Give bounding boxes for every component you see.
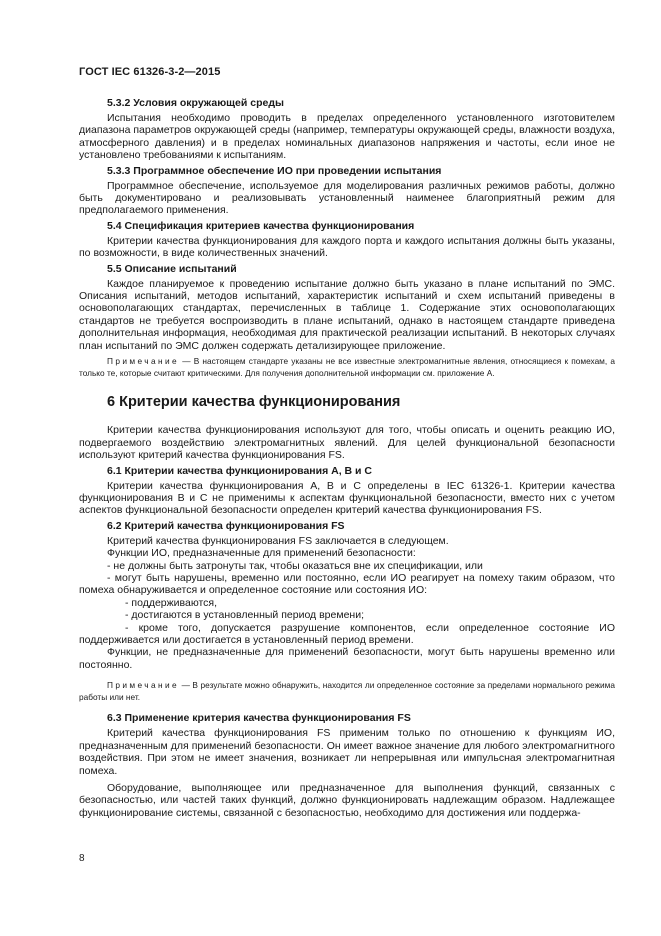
paragraph: Функции, не предназначенные для применений безопасности, могут быть нарушены временно или постоянно.: [79, 646, 615, 671]
paragraph: Критерий качества функционирования FS заключается в следующем.: [107, 534, 449, 547]
note-text: — В результате можно обнаружить, находится ли определенное состояние за пределами нормального режима работы или нет.: [79, 680, 615, 702]
paragraph: Критерий качества функционирования FS применим только по отношению к функциям ИО, предназначенным для применений безопасности. Он имеет важное значение для любого электромагнитного воздействия. При этом не имеет значения, возникает ли непрерывная или импульсная электромагнитная помеха.: [79, 727, 615, 777]
paragraph: Функции ИО, предназначенные для применений безопасности:: [107, 547, 416, 560]
heading-6: 6 Критерии качества функционирования: [107, 394, 401, 411]
sub-list-item: - достигаются в установленный период времени;: [125, 609, 364, 622]
paragraph: Программное обеспечение, используемое для моделирования различных режимов работы, должно быть документировано и реализовывать установленный наименее благоприятный режим для предполагаемого применения.: [79, 179, 615, 217]
note: [79, 356, 615, 379]
paragraph: Каждое планируемое к проведению испытание должно быть указано в плане испытаний по ЭМС. Описания испытаний, методов испытаний, характеристик испытаний и схем испытаний приведены в основополагающих стандартах, перечисленных в таблице 1. Содержание этих основополагающих стандартов не требуется воспроизводить в плане испытаний, однако в настоящем стандарте приведена дополнительная информация, необходимая для практической реализации испытаний. В некоторых случаях план испытаний по ЭМС должен содержать детализирующее приложение.: [79, 277, 615, 352]
note-label: Примечание: [107, 680, 180, 691]
paragraph: Критерии качества функционирования А, В и С определены в IEC 61326-1. Критерии качества функционирования В и С не применимы к аспектам функциональной безопасности, вместо них с учетом аспектов функциональной безопасности определен критерий качества функционирования FS.: [79, 479, 615, 517]
paragraph: Критерии качества функционирования используют для того, чтобы описать и оценить реакцию ИО, подвергаемого воздействию электромагнитных явлений. Для целей функциональной безопасности используют критерий качества функционирования FS.: [79, 424, 615, 462]
paragraph: Испытания необходимо проводить в пределах определенного установленного изготовителем диапазона параметров окружающей среды (например, температуры окружающей среды, влажности воздуха, атмосферного давления) и в пределах номинальных диапазонов напряжения и частоты, если иное не установлено требованиями к испытаниям.: [79, 112, 615, 162]
paragraph: Оборудование, выполняющее или предназначенное для выполнения функций, связанных с безопасностью, или частей таких функций, должно функционировать надлежащим образом. Надлежащее функционирование системы, связанной с безопасностью, необходимо для достижения или поддержа-: [79, 782, 615, 819]
heading-5-3-2: 5.3.2 Условия окружающей среды: [107, 97, 284, 109]
list-item: - могут быть нарушены, временно или постоянно, если ИО реагирует на помеху таким образом, что помеха обнаруживается и определенное состояние или состояния ИО:: [79, 571, 615, 597]
sub-list-item: - поддерживаются,: [125, 596, 218, 609]
heading-6-2: 6.2 Критерий качества функционирования FS: [107, 519, 345, 532]
heading-6-3: 6.3 Применение критерия качества функционирования FS: [107, 712, 411, 725]
heading-5-5: 5.5 Описание испытаний: [107, 262, 237, 275]
document-body: [79, 94, 615, 819]
page-number: 8: [79, 853, 85, 864]
document-header: ГОСТ IEC 61326-3-2—2015: [79, 66, 221, 78]
heading-6-1: 6.1 Критерии качества функционирования А, В и С: [107, 464, 373, 477]
heading-5-4: 5.4 Спецификация критериев качества функционирования: [107, 219, 415, 232]
sub-list-item: - кроме того, допускается разрушение компонентов, если определенное состояние ИО поддерживается или достигается в установленный период времени.: [79, 621, 615, 646]
note-label: Примечание: [107, 356, 180, 367]
heading-5-3-3: 5.3.3 Программное обеспечение ИО при проведении испытания: [107, 164, 442, 177]
paragraph: Критерии качества функционирования для каждого порта и каждого испытания должны быть указаны, по возможности, в виде количественных значений.: [79, 234, 615, 260]
note-text: — В настоящем стандарте указаны не все известные электромагнитные явления, относящиеся к помехам, а только те, которые считают критическими. Для получения дополнительной информации см. приложение А.: [79, 356, 615, 378]
note: [79, 680, 615, 703]
list-item: - не должны быть затронуты так, чтобы оказаться вне их спецификации, или: [107, 559, 483, 572]
